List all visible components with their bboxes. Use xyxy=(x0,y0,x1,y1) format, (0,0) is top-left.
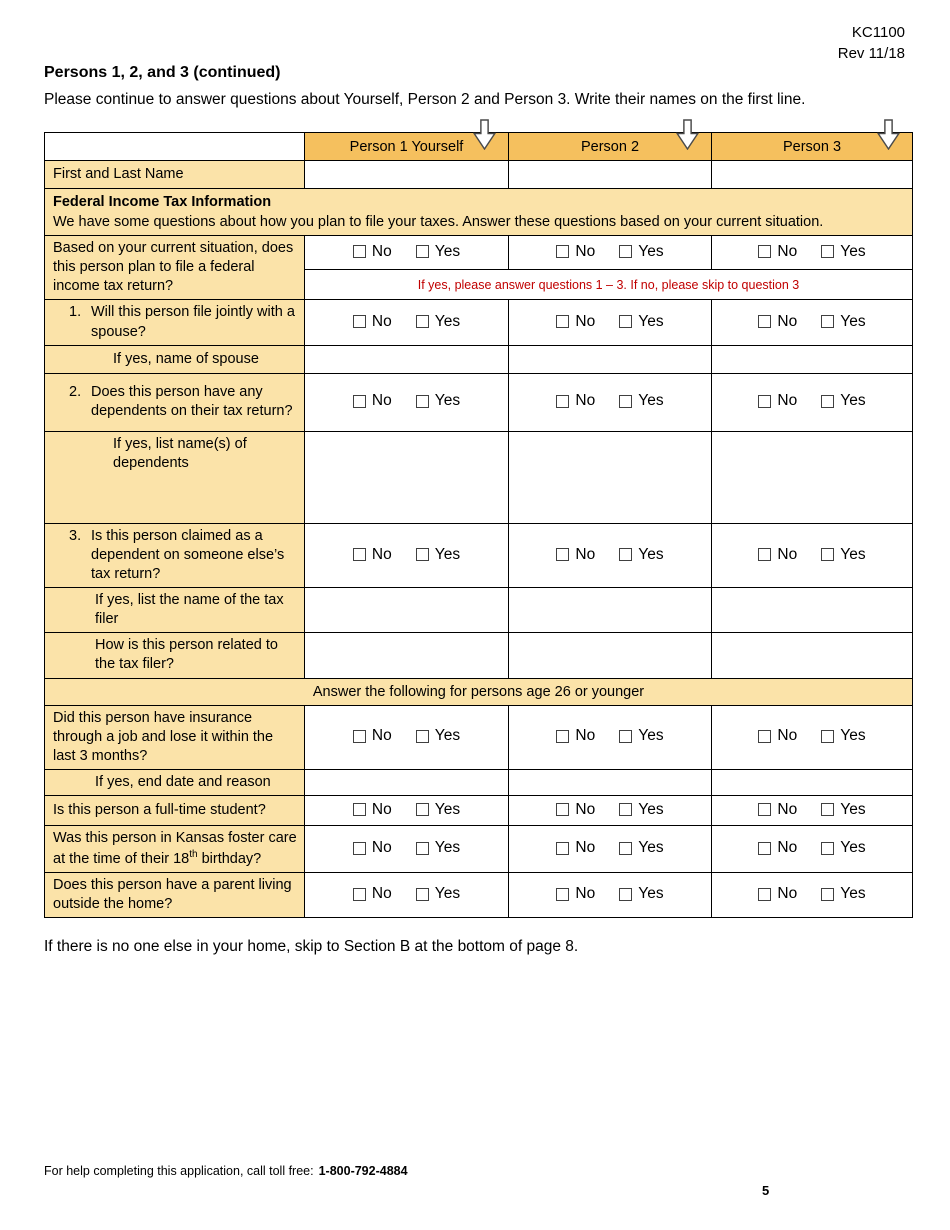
row-label-file-return: Based on your current situation, does this person plan to file a federal income tax return? xyxy=(45,236,305,300)
no-checkbox[interactable] xyxy=(353,395,366,408)
yes-label: Yes xyxy=(840,800,866,818)
no-checkbox[interactable] xyxy=(758,888,771,901)
answer-cell-p2-joint-spouse xyxy=(509,300,712,345)
row-label-insurance-end xyxy=(45,769,305,795)
no-label: No xyxy=(575,392,596,410)
answer-cell-p1-dependents xyxy=(305,373,509,431)
yes-option[interactable] xyxy=(416,839,460,857)
yes-checkbox[interactable] xyxy=(619,888,632,901)
no-label: No xyxy=(777,800,798,818)
question-text-cont: birthday? xyxy=(197,850,262,867)
no-label: No xyxy=(371,839,392,857)
footer-phone: 1-800-792-4884 xyxy=(318,1164,408,1178)
yes-label: Yes xyxy=(434,392,461,410)
no-checkbox[interactable] xyxy=(758,245,771,258)
no-checkbox[interactable] xyxy=(353,803,366,816)
input-cell-p3-tax-filer-relation[interactable] xyxy=(712,633,913,678)
yes-option[interactable] xyxy=(619,392,663,410)
yes-option[interactable] xyxy=(619,546,663,564)
sub-label: If yes, list name(s) of dependents xyxy=(113,435,247,471)
answer-cell-p1-claimed-dependent xyxy=(305,523,509,587)
no-option[interactable] xyxy=(556,801,595,819)
yes-option[interactable] xyxy=(821,839,865,857)
yes-checkbox[interactable] xyxy=(416,395,429,408)
yes-checkbox[interactable] xyxy=(821,315,834,328)
yes-label: Yes xyxy=(434,242,461,260)
yes-checkbox[interactable] xyxy=(821,803,834,816)
answer-cell-p1-joint-spouse xyxy=(305,300,509,345)
table-row xyxy=(45,769,913,795)
table-row xyxy=(45,345,913,373)
answer-cell-p3-foster-care xyxy=(712,826,913,873)
no-option[interactable] xyxy=(556,243,595,261)
page-number: 5 xyxy=(762,1183,770,1198)
input-cell-p3-spouse-name[interactable] xyxy=(712,345,913,373)
yes-option[interactable] xyxy=(821,392,865,410)
persons-table xyxy=(44,132,913,918)
yes-label: Yes xyxy=(434,727,461,745)
no-option[interactable] xyxy=(556,313,595,331)
answer-cell-p2-file-return xyxy=(509,236,712,270)
no-option[interactable] xyxy=(758,839,797,857)
answer-cell-p3-file-return xyxy=(712,236,913,270)
table-row xyxy=(45,705,913,769)
yes-option[interactable] xyxy=(619,839,663,857)
question-text: Will this person file jointly with a spouse? xyxy=(91,304,295,340)
yes-option[interactable] xyxy=(416,801,460,819)
yes-checkbox[interactable] xyxy=(416,842,429,855)
red-instruction-note: If yes, please answer questions 1 – 3. If no, please skip to question 3 xyxy=(305,270,913,300)
question-number: 2. xyxy=(69,384,82,400)
no-checkbox[interactable] xyxy=(758,842,771,855)
yes-label: Yes xyxy=(638,800,664,818)
yes-option[interactable] xyxy=(416,885,460,903)
no-checkbox[interactable] xyxy=(556,888,569,901)
column-header-person2 xyxy=(509,133,712,161)
yes-option[interactable] xyxy=(619,313,663,331)
table-row xyxy=(45,161,913,189)
input-cell-p1-spouse-name[interactable] xyxy=(305,345,509,373)
yes-option[interactable] xyxy=(619,885,663,903)
intro-text: Please continue to answer questions about Yourself, Person 2 and Person 3. Write their names on the first line. xyxy=(44,91,806,108)
no-label: No xyxy=(371,885,392,903)
input-cell-p1-insurance-end[interactable] xyxy=(305,769,509,795)
yes-option[interactable] xyxy=(619,243,663,261)
no-label: No xyxy=(777,885,798,903)
no-checkbox[interactable] xyxy=(353,842,366,855)
no-label: No xyxy=(575,242,596,260)
yes-label: Yes xyxy=(840,242,866,260)
no-label: No xyxy=(371,727,392,745)
yes-option[interactable] xyxy=(619,727,663,745)
input-cell-p3-insurance-end[interactable] xyxy=(712,769,913,795)
answer-cell-p1-student xyxy=(305,796,509,826)
no-option[interactable] xyxy=(758,392,797,410)
no-option[interactable] xyxy=(353,546,392,564)
answer-cell-p3-dependents xyxy=(712,373,913,431)
input-cell-p3-name[interactable] xyxy=(712,161,913,189)
yes-checkbox[interactable] xyxy=(619,730,632,743)
no-label: No xyxy=(371,242,392,260)
answer-cell-p2-lost-insurance xyxy=(509,705,712,769)
yes-label: Yes xyxy=(434,312,461,330)
table-row xyxy=(45,300,913,345)
question-text: Was this person in Kansas foster care at the time of their 18 xyxy=(53,830,297,867)
row-label-parent-outside: Does this person have a parent living outside the home? xyxy=(45,873,305,918)
row-label-joint-spouse xyxy=(45,300,305,345)
input-cell-p1-tax-filer[interactable] xyxy=(305,588,509,633)
superscript-th: th xyxy=(189,849,198,861)
no-option[interactable] xyxy=(353,313,392,331)
yes-option[interactable] xyxy=(416,243,460,261)
yes-option[interactable] xyxy=(821,313,865,331)
row-label-dependents-list xyxy=(45,431,305,523)
no-option[interactable] xyxy=(556,546,595,564)
input-cell-p3-tax-filer[interactable] xyxy=(712,588,913,633)
no-label: No xyxy=(575,545,596,563)
no-option[interactable] xyxy=(758,313,797,331)
row-label-foster-care xyxy=(45,826,305,873)
answer-cell-p1-parent-outside xyxy=(305,873,509,918)
row-label-name: First and Last Name xyxy=(45,161,305,189)
yes-checkbox[interactable] xyxy=(416,245,429,258)
column-header-label: Person 3 xyxy=(782,138,842,155)
no-option[interactable] xyxy=(353,839,392,857)
yes-label: Yes xyxy=(840,839,866,857)
yes-label: Yes xyxy=(638,839,664,857)
yes-checkbox[interactable] xyxy=(619,395,632,408)
table-row xyxy=(45,588,913,633)
yes-checkbox[interactable] xyxy=(821,888,834,901)
federal-tax-desc: We have some questions about how you plan to file your taxes. Answer these questions based on your current situation. xyxy=(53,214,824,230)
yes-checkbox[interactable] xyxy=(619,245,632,258)
document-code-block xyxy=(838,22,905,64)
input-cell-p2-name[interactable] xyxy=(509,161,712,189)
no-checkbox[interactable] xyxy=(556,803,569,816)
no-checkbox[interactable] xyxy=(758,730,771,743)
table-row xyxy=(45,189,913,236)
yes-option[interactable] xyxy=(416,313,460,331)
no-checkbox[interactable] xyxy=(556,315,569,328)
no-option[interactable] xyxy=(758,727,797,745)
no-checkbox[interactable] xyxy=(556,730,569,743)
table-row xyxy=(45,633,913,678)
down-arrow-icon xyxy=(877,119,900,150)
yes-option[interactable] xyxy=(821,727,865,745)
no-option[interactable] xyxy=(353,885,392,903)
sub-label: If yes, end date and reason xyxy=(95,773,271,790)
yes-option[interactable] xyxy=(821,885,865,903)
table-row xyxy=(45,236,913,270)
no-label: No xyxy=(575,800,596,818)
no-checkbox[interactable] xyxy=(353,245,366,258)
row-label-tax-filer-relation xyxy=(45,633,305,678)
no-checkbox[interactable] xyxy=(758,548,771,561)
table-row xyxy=(45,826,913,873)
yes-option[interactable] xyxy=(416,727,460,745)
column-header-label: Person 1 Yourself xyxy=(349,138,464,155)
yes-option[interactable] xyxy=(619,801,663,819)
yes-checkbox[interactable] xyxy=(821,548,834,561)
no-label: No xyxy=(575,885,596,903)
yes-checkbox[interactable] xyxy=(821,245,834,258)
no-option[interactable] xyxy=(758,546,797,564)
no-checkbox[interactable] xyxy=(758,395,771,408)
column-header-label: Person 2 xyxy=(580,138,640,155)
no-checkbox[interactable] xyxy=(758,803,771,816)
no-option[interactable] xyxy=(758,801,797,819)
input-cell-p2-spouse-name[interactable] xyxy=(509,345,712,373)
table-row xyxy=(45,796,913,826)
answer-cell-p1-file-return xyxy=(305,236,509,270)
no-option[interactable] xyxy=(353,243,392,261)
input-cell-p1-tax-filer-relation[interactable] xyxy=(305,633,509,678)
no-label: No xyxy=(575,727,596,745)
table-header-row xyxy=(45,133,913,161)
no-option[interactable] xyxy=(758,885,797,903)
yes-label: Yes xyxy=(638,545,664,563)
input-cell-p3-dependents-list[interactable] xyxy=(712,431,913,523)
question-text: Does this person have any dependents on their tax return? xyxy=(91,384,293,420)
row-label-student: Is this person a full-time student? xyxy=(45,796,305,826)
input-cell-p2-tax-filer[interactable] xyxy=(509,588,712,633)
yes-checkbox[interactable] xyxy=(416,803,429,816)
input-cell-p2-tax-filer-relation[interactable] xyxy=(509,633,712,678)
yes-label: Yes xyxy=(434,545,461,563)
answer-cell-p3-student xyxy=(712,796,913,826)
yes-label: Yes xyxy=(840,727,866,745)
no-checkbox[interactable] xyxy=(556,395,569,408)
yes-label: Yes xyxy=(638,392,664,410)
input-cell-p2-insurance-end[interactable] xyxy=(509,769,712,795)
answer-cell-p2-foster-care xyxy=(509,826,712,873)
input-cell-p2-dependents-list[interactable] xyxy=(509,431,712,523)
yes-label: Yes xyxy=(638,727,664,745)
yes-label: Yes xyxy=(840,312,866,330)
input-cell-p1-dependents-list[interactable] xyxy=(305,431,509,523)
no-checkbox[interactable] xyxy=(353,888,366,901)
no-option[interactable] xyxy=(556,839,595,857)
no-label: No xyxy=(371,312,392,330)
yes-label: Yes xyxy=(840,392,866,410)
skip-note: If there is no one else in your home, skip to Section B at the bottom of page 8. xyxy=(44,938,579,955)
table-row xyxy=(45,431,913,523)
yes-checkbox[interactable] xyxy=(619,842,632,855)
yes-option[interactable] xyxy=(821,243,865,261)
yes-option[interactable] xyxy=(821,801,865,819)
column-header-person1 xyxy=(305,133,509,161)
no-checkbox[interactable] xyxy=(556,245,569,258)
yes-checkbox[interactable] xyxy=(619,803,632,816)
input-cell-p1-name[interactable] xyxy=(305,161,509,189)
table-row xyxy=(45,523,913,587)
down-arrow-icon xyxy=(676,119,699,150)
yes-checkbox[interactable] xyxy=(619,548,632,561)
federal-tax-banner xyxy=(45,189,913,236)
yes-label: Yes xyxy=(840,885,866,903)
answer-cell-p3-claimed-dependent xyxy=(712,523,913,587)
no-label: No xyxy=(371,545,392,563)
yes-checkbox[interactable] xyxy=(821,730,834,743)
question-number: 1. xyxy=(69,304,82,321)
question-number: 3. xyxy=(69,527,82,544)
answer-cell-p3-joint-spouse xyxy=(712,300,913,345)
no-label: No xyxy=(777,312,798,330)
question-text: Is this person claimed as a dependent on someone else’s tax return? xyxy=(91,527,285,582)
row-label-spouse-name xyxy=(45,345,305,373)
no-checkbox[interactable] xyxy=(353,730,366,743)
yes-label: Yes xyxy=(434,885,461,903)
down-arrow-icon xyxy=(473,119,496,150)
answer-cell-p2-claimed-dependent xyxy=(509,523,712,587)
answer-cell-p2-parent-outside xyxy=(509,873,712,918)
table-row xyxy=(45,373,913,431)
yes-option[interactable] xyxy=(821,546,865,564)
table-row xyxy=(45,678,913,705)
no-option[interactable] xyxy=(353,727,392,745)
no-label: No xyxy=(777,545,798,563)
no-label: No xyxy=(777,392,798,410)
yes-label: Yes xyxy=(434,839,461,857)
no-label: No xyxy=(575,312,596,330)
yes-label: Yes xyxy=(638,242,664,260)
corner-cell xyxy=(45,133,305,161)
column-header-person3 xyxy=(712,133,913,161)
yes-label: Yes xyxy=(638,885,664,903)
no-checkbox[interactable] xyxy=(556,842,569,855)
no-checkbox[interactable] xyxy=(556,548,569,561)
sub-label: If yes, list the name of the tax filer xyxy=(95,592,284,628)
yes-option[interactable] xyxy=(416,546,460,564)
no-label: No xyxy=(777,839,798,857)
row-label-tax-filer xyxy=(45,588,305,633)
no-checkbox[interactable] xyxy=(758,315,771,328)
row-label-dependents xyxy=(45,373,305,431)
row-label-lost-insurance: Did this person have insurance through a job and lose it within the last 3 months? xyxy=(45,705,305,769)
footer-help-text: For help completing this application, call toll free: xyxy=(44,1164,314,1178)
yes-label: Yes xyxy=(840,545,866,563)
footer-help-line xyxy=(44,1164,408,1178)
no-option[interactable] xyxy=(353,801,392,819)
no-checkbox[interactable] xyxy=(353,315,366,328)
federal-tax-title: Federal Income Tax Information xyxy=(53,194,272,210)
no-label: No xyxy=(371,392,392,410)
yes-label: Yes xyxy=(434,800,461,818)
sub-label: How is this person related to the tax filer? xyxy=(95,637,278,673)
yes-checkbox[interactable] xyxy=(821,842,834,855)
no-option[interactable] xyxy=(353,392,392,410)
no-label: No xyxy=(777,242,798,260)
no-checkbox[interactable] xyxy=(353,548,366,561)
table-row xyxy=(45,873,913,918)
sub-label: If yes, name of spouse xyxy=(113,350,259,367)
yes-checkbox[interactable] xyxy=(821,395,834,408)
answer-cell-p3-parent-outside xyxy=(712,873,913,918)
page-title: Persons 1, 2, and 3 (continued) xyxy=(44,64,281,81)
no-option[interactable] xyxy=(556,392,595,410)
doc-code: KC1100 xyxy=(851,24,905,41)
age26-banner: Answer the following for persons age 26 or younger xyxy=(45,678,913,705)
no-option[interactable] xyxy=(758,243,797,261)
answer-cell-p2-student xyxy=(509,796,712,826)
no-option[interactable] xyxy=(556,727,595,745)
answer-cell-p3-lost-insurance xyxy=(712,705,913,769)
answer-cell-p2-dependents xyxy=(509,373,712,431)
no-label: No xyxy=(575,839,596,857)
yes-checkbox[interactable] xyxy=(416,730,429,743)
yes-option[interactable] xyxy=(416,392,460,410)
yes-checkbox[interactable] xyxy=(416,315,429,328)
no-label: No xyxy=(371,800,392,818)
no-option[interactable] xyxy=(556,885,595,903)
yes-checkbox[interactable] xyxy=(619,315,632,328)
answer-cell-p1-foster-care xyxy=(305,826,509,873)
row-label-claimed-dependent xyxy=(45,523,305,587)
doc-revision: Rev 11/18 xyxy=(837,45,905,62)
answer-cell-p1-lost-insurance xyxy=(305,705,509,769)
yes-checkbox[interactable] xyxy=(416,888,429,901)
no-label: No xyxy=(777,727,798,745)
yes-label: Yes xyxy=(638,312,664,330)
yes-checkbox[interactable] xyxy=(416,548,429,561)
